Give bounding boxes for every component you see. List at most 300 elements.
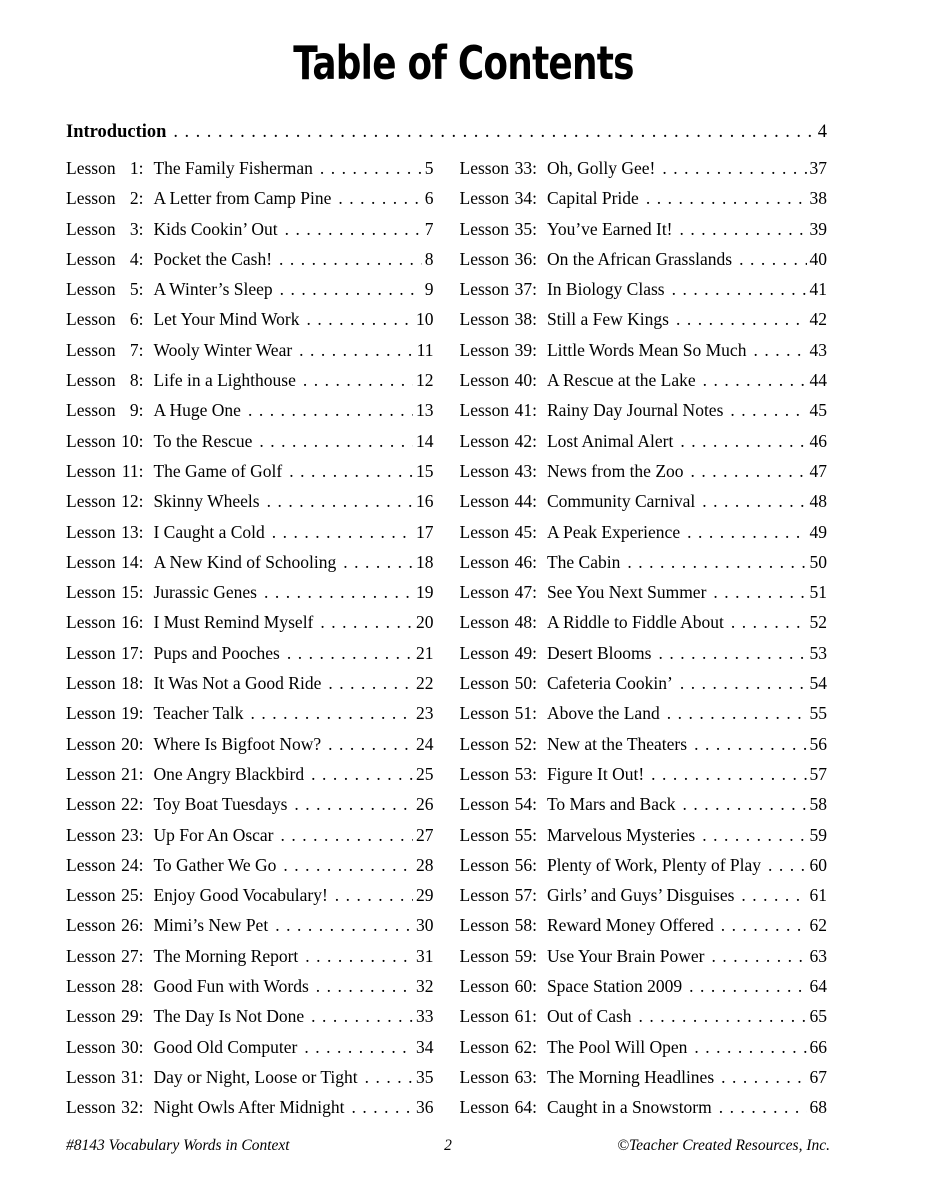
dot-leader bbox=[632, 1001, 807, 1031]
lesson-colon: : bbox=[532, 1097, 537, 1118]
lesson-title: Skinny Wheels bbox=[153, 491, 260, 512]
toc-entry bbox=[460, 577, 828, 607]
lesson-label bbox=[66, 183, 143, 213]
lesson-number: 58 bbox=[514, 915, 533, 936]
lesson-title: One Angry Blackbird bbox=[153, 763, 305, 784]
dot-leader bbox=[680, 517, 806, 547]
dot-leader bbox=[734, 880, 806, 910]
lesson-number: 34 bbox=[514, 188, 533, 209]
toc-entry bbox=[66, 820, 434, 850]
lesson-colon: : bbox=[532, 400, 537, 421]
dot-leader bbox=[300, 304, 413, 334]
entry-page-number: 35 bbox=[416, 1066, 434, 1087]
entry-page-number: 60 bbox=[809, 854, 827, 875]
lesson-word: Lesson bbox=[459, 945, 510, 966]
entry-page-number: 68 bbox=[809, 1097, 827, 1118]
lesson-label bbox=[66, 274, 143, 304]
lesson-colon: : bbox=[138, 582, 144, 603]
lesson-colon: : bbox=[138, 1097, 144, 1118]
lesson-title: The Morning Report bbox=[153, 945, 299, 966]
lesson-title: Use Your Brain Power bbox=[546, 945, 705, 966]
lesson-label bbox=[460, 941, 537, 971]
lesson-label bbox=[66, 820, 143, 850]
lesson-label bbox=[66, 759, 143, 789]
lesson-number: 47 bbox=[514, 582, 533, 603]
lesson-colon: : bbox=[532, 521, 537, 542]
lesson-label bbox=[66, 1032, 143, 1062]
lesson-number: 20 bbox=[121, 733, 139, 754]
lesson-number: 3 bbox=[129, 218, 139, 239]
lesson-label bbox=[460, 395, 537, 425]
lesson-title: See You Next Summer bbox=[546, 582, 707, 603]
toc-intro-row bbox=[66, 116, 827, 148]
lesson-label bbox=[66, 880, 143, 910]
toc-entry bbox=[66, 426, 434, 456]
lesson-label bbox=[66, 486, 143, 516]
entry-page-number: 50 bbox=[809, 551, 827, 572]
entry-page-number: 22 bbox=[416, 673, 434, 694]
toc-entry bbox=[66, 789, 434, 819]
lesson-colon: : bbox=[138, 158, 144, 178]
lesson-colon: : bbox=[138, 673, 144, 694]
lesson-word: Lesson bbox=[66, 400, 116, 421]
lesson-label bbox=[66, 941, 143, 971]
lesson-colon: : bbox=[138, 1006, 144, 1027]
lesson-number: 43 bbox=[514, 460, 533, 481]
lesson-word: Lesson bbox=[66, 218, 116, 239]
entry-page-number: 64 bbox=[809, 976, 827, 997]
toc-entry bbox=[460, 880, 828, 910]
lesson-label bbox=[460, 698, 537, 728]
dot-leader bbox=[278, 214, 422, 244]
toc-entry bbox=[460, 941, 828, 971]
lesson-number: 31 bbox=[121, 1066, 139, 1087]
lesson-number: 4 bbox=[129, 248, 139, 269]
dot-leader bbox=[243, 698, 413, 728]
lesson-colon: : bbox=[532, 763, 537, 784]
lesson-title: Where Is Bigfoot Now? bbox=[153, 733, 322, 754]
lesson-word: Lesson bbox=[459, 491, 510, 512]
toc-entry bbox=[66, 517, 434, 547]
entry-page-number: 13 bbox=[416, 400, 434, 421]
lesson-number: 48 bbox=[514, 612, 533, 633]
toc-entry bbox=[460, 1092, 828, 1122]
lesson-title: Day or Night, Loose or Tight bbox=[153, 1066, 358, 1087]
lesson-label bbox=[460, 910, 537, 940]
lesson-number: 46 bbox=[514, 551, 533, 572]
lesson-colon: : bbox=[532, 370, 537, 391]
lesson-number: 42 bbox=[514, 430, 533, 451]
toc-entry bbox=[66, 668, 434, 698]
lesson-colon: : bbox=[532, 1036, 537, 1057]
intro-label: Introduction bbox=[66, 122, 167, 142]
dot-leader bbox=[714, 1062, 806, 1092]
lesson-word: Lesson bbox=[459, 1006, 510, 1027]
lesson-colon: : bbox=[138, 370, 144, 391]
lesson-title: Desert Blooms bbox=[546, 642, 652, 663]
dot-leader bbox=[272, 244, 422, 274]
lesson-number: 12 bbox=[121, 491, 139, 512]
lesson-label bbox=[460, 1032, 537, 1062]
lesson-colon: : bbox=[138, 218, 144, 239]
lesson-number: 50 bbox=[514, 673, 533, 694]
dot-leader bbox=[280, 638, 413, 668]
lesson-label bbox=[66, 1062, 143, 1092]
entry-page-number: 65 bbox=[809, 1006, 827, 1027]
lesson-number: 33 bbox=[514, 158, 533, 178]
dot-leader bbox=[268, 910, 413, 940]
lesson-title: New at the Theaters bbox=[546, 733, 688, 754]
entry-page-number: 26 bbox=[416, 794, 434, 815]
entry-page-number: 18 bbox=[416, 551, 434, 572]
lesson-label bbox=[460, 789, 537, 819]
lesson-title: Night Owls After Midnight bbox=[153, 1097, 345, 1118]
lesson-title: Capital Pride bbox=[546, 188, 639, 209]
lesson-word: Lesson bbox=[66, 733, 116, 754]
toc-entry bbox=[66, 971, 434, 1001]
dot-leader bbox=[292, 335, 413, 365]
lesson-word: Lesson bbox=[459, 612, 510, 633]
lesson-title: It Was Not a Good Ride bbox=[153, 673, 322, 694]
dot-leader bbox=[276, 850, 413, 880]
lesson-word: Lesson bbox=[459, 703, 510, 724]
dot-leader bbox=[358, 1062, 413, 1092]
lesson-word: Lesson bbox=[66, 309, 116, 330]
toc-entry bbox=[460, 547, 828, 577]
lesson-label bbox=[460, 577, 537, 607]
lesson-title: Pocket the Cash! bbox=[153, 248, 273, 269]
dot-leader bbox=[304, 759, 413, 789]
lesson-title: Lost Animal Alert bbox=[546, 430, 674, 451]
entry-page-number: 9 bbox=[424, 279, 434, 300]
dot-leader bbox=[166, 116, 814, 148]
toc-entry bbox=[460, 1032, 828, 1062]
lesson-colon: : bbox=[138, 430, 144, 451]
lesson-word: Lesson bbox=[66, 915, 116, 936]
lesson-colon: : bbox=[138, 521, 144, 542]
entry-page-number: 17 bbox=[416, 521, 434, 542]
entry-page-number: 56 bbox=[809, 733, 827, 754]
lesson-colon: : bbox=[532, 794, 537, 815]
dot-leader bbox=[684, 456, 807, 486]
dot-leader bbox=[297, 1032, 413, 1062]
lesson-label bbox=[460, 850, 537, 880]
toc-entry bbox=[460, 214, 828, 244]
lesson-title: Out of Cash bbox=[546, 1006, 632, 1027]
toc-entry bbox=[66, 486, 434, 516]
lesson-colon: : bbox=[532, 612, 537, 633]
lesson-colon: : bbox=[532, 673, 537, 694]
toc-entry bbox=[460, 244, 828, 274]
entry-page-number: 39 bbox=[809, 218, 827, 239]
lesson-label bbox=[460, 456, 537, 486]
toc-entry bbox=[66, 910, 434, 940]
dot-leader bbox=[260, 486, 413, 516]
lesson-colon: : bbox=[138, 915, 144, 936]
toc-entry bbox=[460, 668, 828, 698]
lesson-number: 1 bbox=[129, 158, 139, 178]
lesson-title: A Huge One bbox=[153, 400, 241, 421]
lesson-title: To Gather We Go bbox=[153, 854, 277, 875]
entry-page-number: 29 bbox=[416, 885, 434, 906]
lesson-number: 39 bbox=[514, 339, 533, 360]
lesson-title: Caught in a Snowstorm bbox=[546, 1097, 712, 1118]
lesson-label bbox=[460, 638, 537, 668]
dot-leader bbox=[695, 820, 806, 850]
lesson-word: Lesson bbox=[66, 703, 116, 724]
footer-page-number: 2 bbox=[444, 1137, 452, 1154]
entry-page-number: 16 bbox=[416, 491, 434, 512]
lesson-label bbox=[460, 820, 537, 850]
lesson-label bbox=[66, 850, 143, 880]
dot-leader bbox=[695, 486, 806, 516]
lesson-colon: : bbox=[532, 945, 537, 966]
lesson-label bbox=[66, 971, 143, 1001]
lesson-title: News from the Zoo bbox=[546, 460, 684, 481]
lesson-colon: : bbox=[138, 1036, 144, 1057]
lesson-label bbox=[66, 910, 143, 940]
lesson-colon: : bbox=[532, 976, 537, 997]
lesson-label bbox=[66, 698, 143, 728]
lesson-number: 56 bbox=[514, 854, 533, 875]
lesson-word: Lesson bbox=[459, 430, 510, 451]
dot-leader bbox=[620, 547, 806, 577]
lesson-number: 15 bbox=[121, 582, 139, 603]
lesson-colon: : bbox=[138, 885, 144, 906]
toc-entry bbox=[66, 850, 434, 880]
entry-page-number: 37 bbox=[809, 158, 827, 178]
lesson-colon: : bbox=[138, 794, 144, 815]
toc-entry bbox=[66, 395, 434, 425]
toc-entry bbox=[460, 153, 828, 183]
entry-page-number: 57 bbox=[809, 763, 827, 784]
lesson-title: A Letter from Camp Pine bbox=[153, 188, 332, 209]
lesson-word: Lesson bbox=[66, 976, 116, 997]
entry-page-number: 45 bbox=[809, 400, 827, 421]
lesson-word: Lesson bbox=[66, 854, 116, 875]
toc-entry bbox=[66, 274, 434, 304]
lesson-label bbox=[66, 577, 143, 607]
lesson-number: 51 bbox=[514, 703, 533, 724]
lesson-word: Lesson bbox=[459, 188, 510, 209]
lesson-word: Lesson bbox=[66, 491, 116, 512]
lesson-title: A Winter’s Sleep bbox=[153, 279, 273, 300]
lesson-number: 19 bbox=[121, 703, 139, 724]
dot-leader bbox=[313, 607, 413, 637]
lesson-number: 9 bbox=[129, 400, 139, 421]
dot-leader bbox=[331, 183, 421, 213]
lesson-number: 36 bbox=[514, 248, 533, 269]
lesson-word: Lesson bbox=[66, 521, 116, 542]
lesson-number: 21 bbox=[121, 763, 139, 784]
lesson-number: 44 bbox=[514, 491, 533, 512]
lesson-label bbox=[460, 365, 537, 395]
entry-page-number: 10 bbox=[416, 309, 434, 330]
lesson-colon: : bbox=[532, 430, 537, 451]
dot-leader bbox=[687, 729, 806, 759]
lesson-title: The Family Fisherman bbox=[153, 158, 313, 178]
toc-entry bbox=[460, 1001, 828, 1031]
dot-leader bbox=[673, 426, 806, 456]
lesson-word: Lesson bbox=[66, 794, 116, 815]
lesson-title: Wooly Winter Wear bbox=[153, 339, 293, 360]
dot-leader bbox=[309, 971, 413, 1001]
entry-page-number: 14 bbox=[416, 430, 434, 451]
lesson-label bbox=[66, 607, 143, 637]
lesson-label bbox=[66, 304, 143, 334]
lesson-colon: : bbox=[138, 733, 144, 754]
lesson-number: 37 bbox=[514, 279, 533, 300]
toc-entry bbox=[66, 183, 434, 213]
entry-page-number: 38 bbox=[809, 188, 827, 209]
entry-page-number: 62 bbox=[809, 915, 827, 936]
lesson-word: Lesson bbox=[66, 248, 116, 269]
lesson-word: Lesson bbox=[459, 400, 510, 421]
lesson-colon: : bbox=[532, 885, 537, 906]
dot-leader bbox=[706, 577, 806, 607]
lesson-word: Lesson bbox=[459, 218, 510, 239]
toc-entry bbox=[460, 910, 828, 940]
lesson-word: Lesson bbox=[459, 794, 510, 815]
toc-columns bbox=[66, 153, 827, 1123]
dot-leader bbox=[673, 668, 807, 698]
dot-leader bbox=[336, 547, 413, 577]
toc-entry bbox=[66, 1001, 434, 1031]
lesson-number: 62 bbox=[514, 1036, 533, 1057]
entry-page-number: 30 bbox=[416, 915, 434, 936]
lesson-number: 5 bbox=[129, 279, 139, 300]
entry-page-number: 51 bbox=[809, 582, 827, 603]
entry-page-number: 53 bbox=[809, 642, 827, 663]
lesson-colon: : bbox=[532, 491, 537, 512]
lesson-label bbox=[66, 729, 143, 759]
entry-page-number: 44 bbox=[809, 370, 827, 391]
lesson-title: Community Carnival bbox=[546, 491, 696, 512]
lesson-word: Lesson bbox=[66, 158, 116, 178]
toc-entry bbox=[66, 607, 434, 637]
lesson-colon: : bbox=[138, 945, 144, 966]
lesson-colon: : bbox=[532, 248, 537, 269]
lesson-label bbox=[460, 214, 537, 244]
dot-leader bbox=[669, 304, 807, 334]
dot-leader bbox=[345, 1092, 414, 1122]
lesson-word: Lesson bbox=[459, 521, 510, 542]
lesson-colon: : bbox=[138, 339, 144, 360]
lesson-colon: : bbox=[138, 309, 144, 330]
toc-entry bbox=[460, 789, 828, 819]
lesson-number: 10 bbox=[121, 430, 139, 451]
lesson-colon: : bbox=[532, 854, 537, 875]
toc-entry bbox=[460, 426, 828, 456]
entry-page-number: 42 bbox=[809, 309, 827, 330]
lesson-label bbox=[460, 304, 537, 334]
toc-entry bbox=[460, 274, 828, 304]
lesson-title: You’ve Earned It! bbox=[546, 218, 673, 239]
lesson-colon: : bbox=[532, 915, 537, 936]
lesson-title: Rainy Day Journal Notes bbox=[546, 400, 724, 421]
lesson-colon: : bbox=[138, 1066, 144, 1087]
lesson-number: 28 bbox=[121, 976, 139, 997]
lesson-title: A Rescue at the Lake bbox=[546, 370, 696, 391]
toc-entry bbox=[460, 304, 828, 334]
lesson-title: I Must Remind Myself bbox=[153, 612, 314, 633]
lesson-number: 61 bbox=[514, 1006, 533, 1027]
lesson-colon: : bbox=[138, 248, 144, 269]
lesson-number: 7 bbox=[129, 339, 139, 360]
lesson-label bbox=[66, 517, 143, 547]
dot-leader bbox=[712, 1092, 807, 1122]
entry-page-number: 67 bbox=[809, 1066, 827, 1087]
lesson-word: Lesson bbox=[459, 582, 510, 603]
lesson-title: Toy Boat Tuesdays bbox=[153, 794, 288, 815]
entry-page-number: 28 bbox=[416, 854, 434, 875]
lesson-title: Marvelous Mysteries bbox=[546, 824, 696, 845]
entry-page-number: 15 bbox=[416, 460, 434, 481]
lesson-colon: : bbox=[532, 460, 537, 481]
lesson-word: Lesson bbox=[66, 673, 116, 694]
lesson-title: The Pool Will Open bbox=[546, 1036, 688, 1057]
lesson-number: 25 bbox=[121, 885, 139, 906]
dot-leader bbox=[282, 456, 413, 486]
lesson-colon: : bbox=[138, 642, 144, 663]
lesson-colon: : bbox=[532, 218, 537, 239]
lesson-word: Lesson bbox=[459, 158, 510, 178]
lesson-label bbox=[66, 456, 143, 486]
lesson-number: 11 bbox=[121, 460, 139, 481]
toc-entry bbox=[66, 365, 434, 395]
dot-leader bbox=[732, 244, 806, 274]
lesson-word: Lesson bbox=[459, 885, 510, 906]
lesson-label bbox=[460, 335, 537, 365]
toc-entry bbox=[66, 941, 434, 971]
lesson-number: 18 bbox=[121, 673, 139, 694]
lesson-word: Lesson bbox=[66, 1006, 116, 1027]
lesson-word: Lesson bbox=[66, 763, 116, 784]
entry-page-number: 12 bbox=[416, 370, 434, 391]
entry-page-number: 25 bbox=[416, 763, 434, 784]
dot-leader bbox=[298, 941, 413, 971]
toc-entry bbox=[66, 214, 434, 244]
lesson-colon: : bbox=[532, 1066, 537, 1087]
lesson-colon: : bbox=[532, 582, 537, 603]
lesson-colon: : bbox=[138, 279, 144, 300]
lesson-colon: : bbox=[532, 703, 537, 724]
lesson-word: Lesson bbox=[66, 642, 116, 663]
lesson-word: Lesson bbox=[459, 915, 510, 936]
toc-entry bbox=[66, 577, 434, 607]
lesson-word: Lesson bbox=[66, 1097, 116, 1118]
page-title: Table of Contents bbox=[293, 36, 634, 90]
lesson-number: 59 bbox=[514, 945, 533, 966]
lesson-title: Above the Land bbox=[546, 703, 660, 724]
footer-book-id: #8143 Vocabulary Words in Context bbox=[66, 1137, 290, 1154]
lesson-title: A Riddle to Fiddle About bbox=[546, 612, 724, 633]
entry-page-number: 11 bbox=[416, 339, 434, 360]
lesson-title: Good Old Computer bbox=[153, 1036, 298, 1057]
lesson-title: Pups and Pooches bbox=[153, 642, 280, 663]
toc-entry bbox=[66, 759, 434, 789]
toc-entry bbox=[460, 486, 828, 516]
lesson-word: Lesson bbox=[66, 460, 116, 481]
dot-leader bbox=[696, 365, 807, 395]
lesson-number: 2 bbox=[129, 188, 139, 209]
entry-page-number: 21 bbox=[416, 642, 434, 663]
dot-leader bbox=[265, 517, 413, 547]
entry-page-number: 49 bbox=[809, 521, 827, 542]
lesson-word: Lesson bbox=[459, 248, 510, 269]
lesson-number: 32 bbox=[121, 1097, 139, 1118]
lesson-title: Life in a Lighthouse bbox=[153, 370, 296, 391]
